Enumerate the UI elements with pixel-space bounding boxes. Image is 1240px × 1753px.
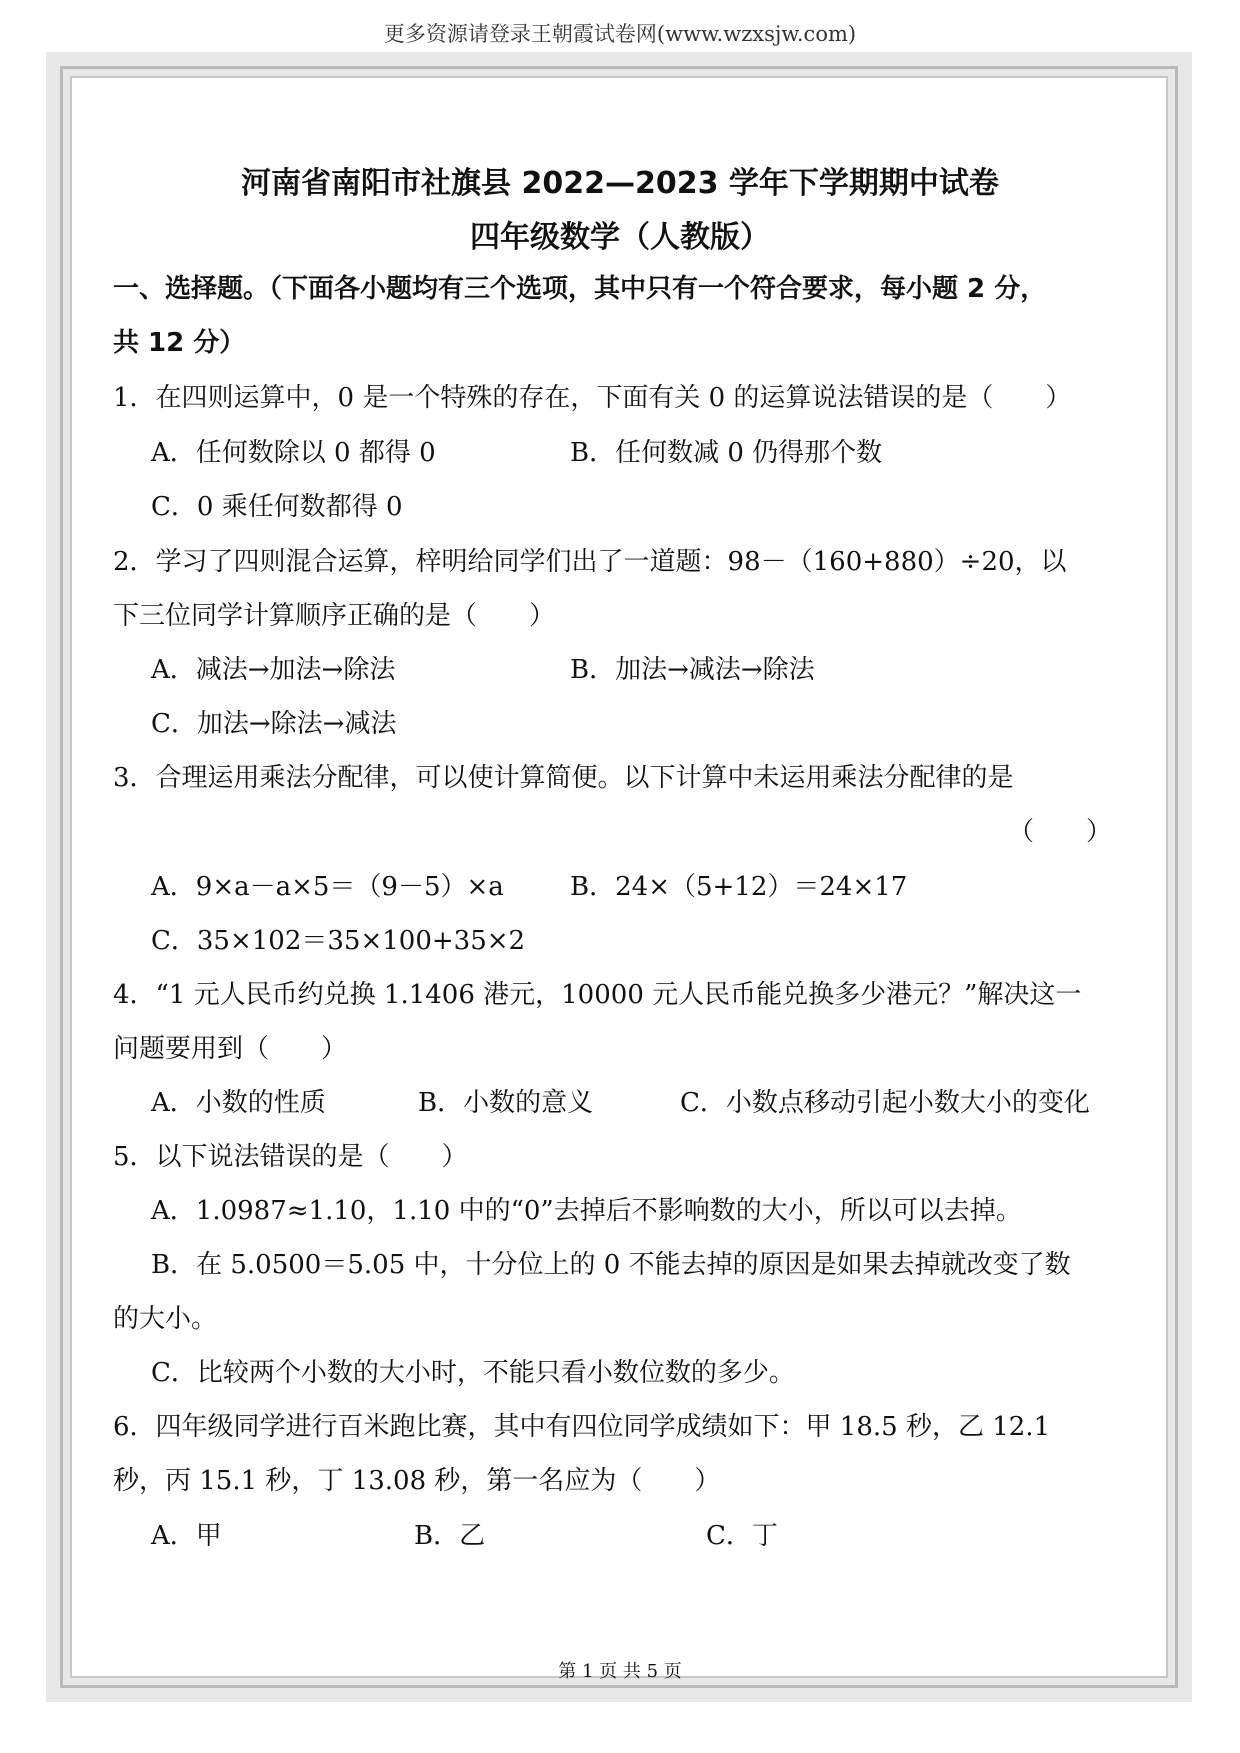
question-5-stem: 5．以下说法错误的是（ ） bbox=[113, 1142, 468, 1172]
question-2-option-b: B．加法→减法→除法 bbox=[570, 655, 815, 685]
question-5-option-a: A．1.0987≈1.10，1.10 中的“0”去掉后不影响数的大小，所以可以去掉。 bbox=[151, 1196, 1022, 1226]
question-2-option-a: A．减法→加法→除法 bbox=[151, 655, 396, 685]
question-3-answer-paren: （ ） bbox=[1007, 817, 1112, 847]
exam-title: 河南省南阳市社旗县 2022—2023 学年下学期期中试卷 bbox=[241, 166, 999, 201]
question-4-option-b: B．小数的意义 bbox=[418, 1088, 594, 1118]
question-2-stem-cont: 下三位同学计算顺序正确的是（ ） bbox=[113, 601, 556, 631]
question-4-option-a: A．小数的性质 bbox=[151, 1088, 326, 1118]
question-6-option-a: A．甲 bbox=[151, 1521, 222, 1551]
question-2-stem: 2．学习了四则混合运算，梓明给同学们出了一道题：98－（160+880）÷20，以 bbox=[113, 547, 1067, 577]
question-5-option-b: B．在 5.0500＝5.05 中，十分位上的 0 不能去掉的原因是如果去掉就改变了数 bbox=[151, 1250, 1071, 1280]
section-heading: 一、选择题。（下面各小题均有三个选项，其中只有一个符合要求，每小题 2 分， bbox=[113, 274, 1047, 304]
section-heading-cont: 共 12 分） bbox=[113, 328, 246, 358]
question-3-option-a: A．9×a－a×5＝（9－5）×a bbox=[151, 872, 504, 902]
question-4-stem-cont: 问题要用到（ ） bbox=[113, 1034, 348, 1064]
question-5-option-b-cont: 的大小。 bbox=[113, 1304, 218, 1334]
question-6-option-c: C．丁 bbox=[706, 1521, 778, 1551]
question-3-option-c: C．35×102＝35×100+35×2 bbox=[151, 926, 526, 956]
watermark: 更多资源请登录王朝霞试卷网(www.wzxsjw.com) bbox=[383, 22, 857, 46]
question-4-stem: 4．“1 元人民币约兑换 1.1406 港元，10000 元人民币能兑换多少港元？”解决这一 bbox=[113, 980, 1082, 1010]
question-1-option-a: A．任何数除以 0 都得 0 bbox=[151, 438, 436, 468]
exam-subtitle: 四年级数学（人教版） bbox=[470, 220, 770, 255]
question-3-option-b: B．24×（5+12）＝24×17 bbox=[570, 872, 908, 902]
question-1-stem: 1．在四则运算中，0 是一个特殊的存在，下面有关 0 的运算说法错误的是（ ） bbox=[113, 383, 1072, 413]
question-3-stem: 3．合理运用乘法分配律，可以使计算简便。以下计算中未运用乘法分配律的是 bbox=[113, 763, 1014, 793]
question-1-option-c: C．0 乘任何数都得 0 bbox=[151, 492, 403, 522]
question-6-stem: 6．四年级同学进行百米跑比赛，其中有四位同学成绩如下：甲 18.5 秒，乙 12.1 bbox=[113, 1412, 1051, 1442]
question-6-stem-cont: 秒，丙 15.1 秒，丁 13.08 秒，第一名应为（ ） bbox=[113, 1466, 721, 1496]
question-1-option-b: B．任何数减 0 仍得那个数 bbox=[570, 438, 883, 468]
question-2-option-c: C．加法→除法→减法 bbox=[151, 709, 397, 739]
question-6-option-b: B．乙 bbox=[414, 1521, 486, 1551]
question-4-option-c: C．小数点移动引起小数大小的变化 bbox=[680, 1088, 1090, 1118]
page-number: 第 1 页 共 5 页 bbox=[558, 1661, 682, 1682]
question-5-option-c: C．比较两个小数的大小时，不能只看小数位数的多少。 bbox=[151, 1358, 795, 1388]
